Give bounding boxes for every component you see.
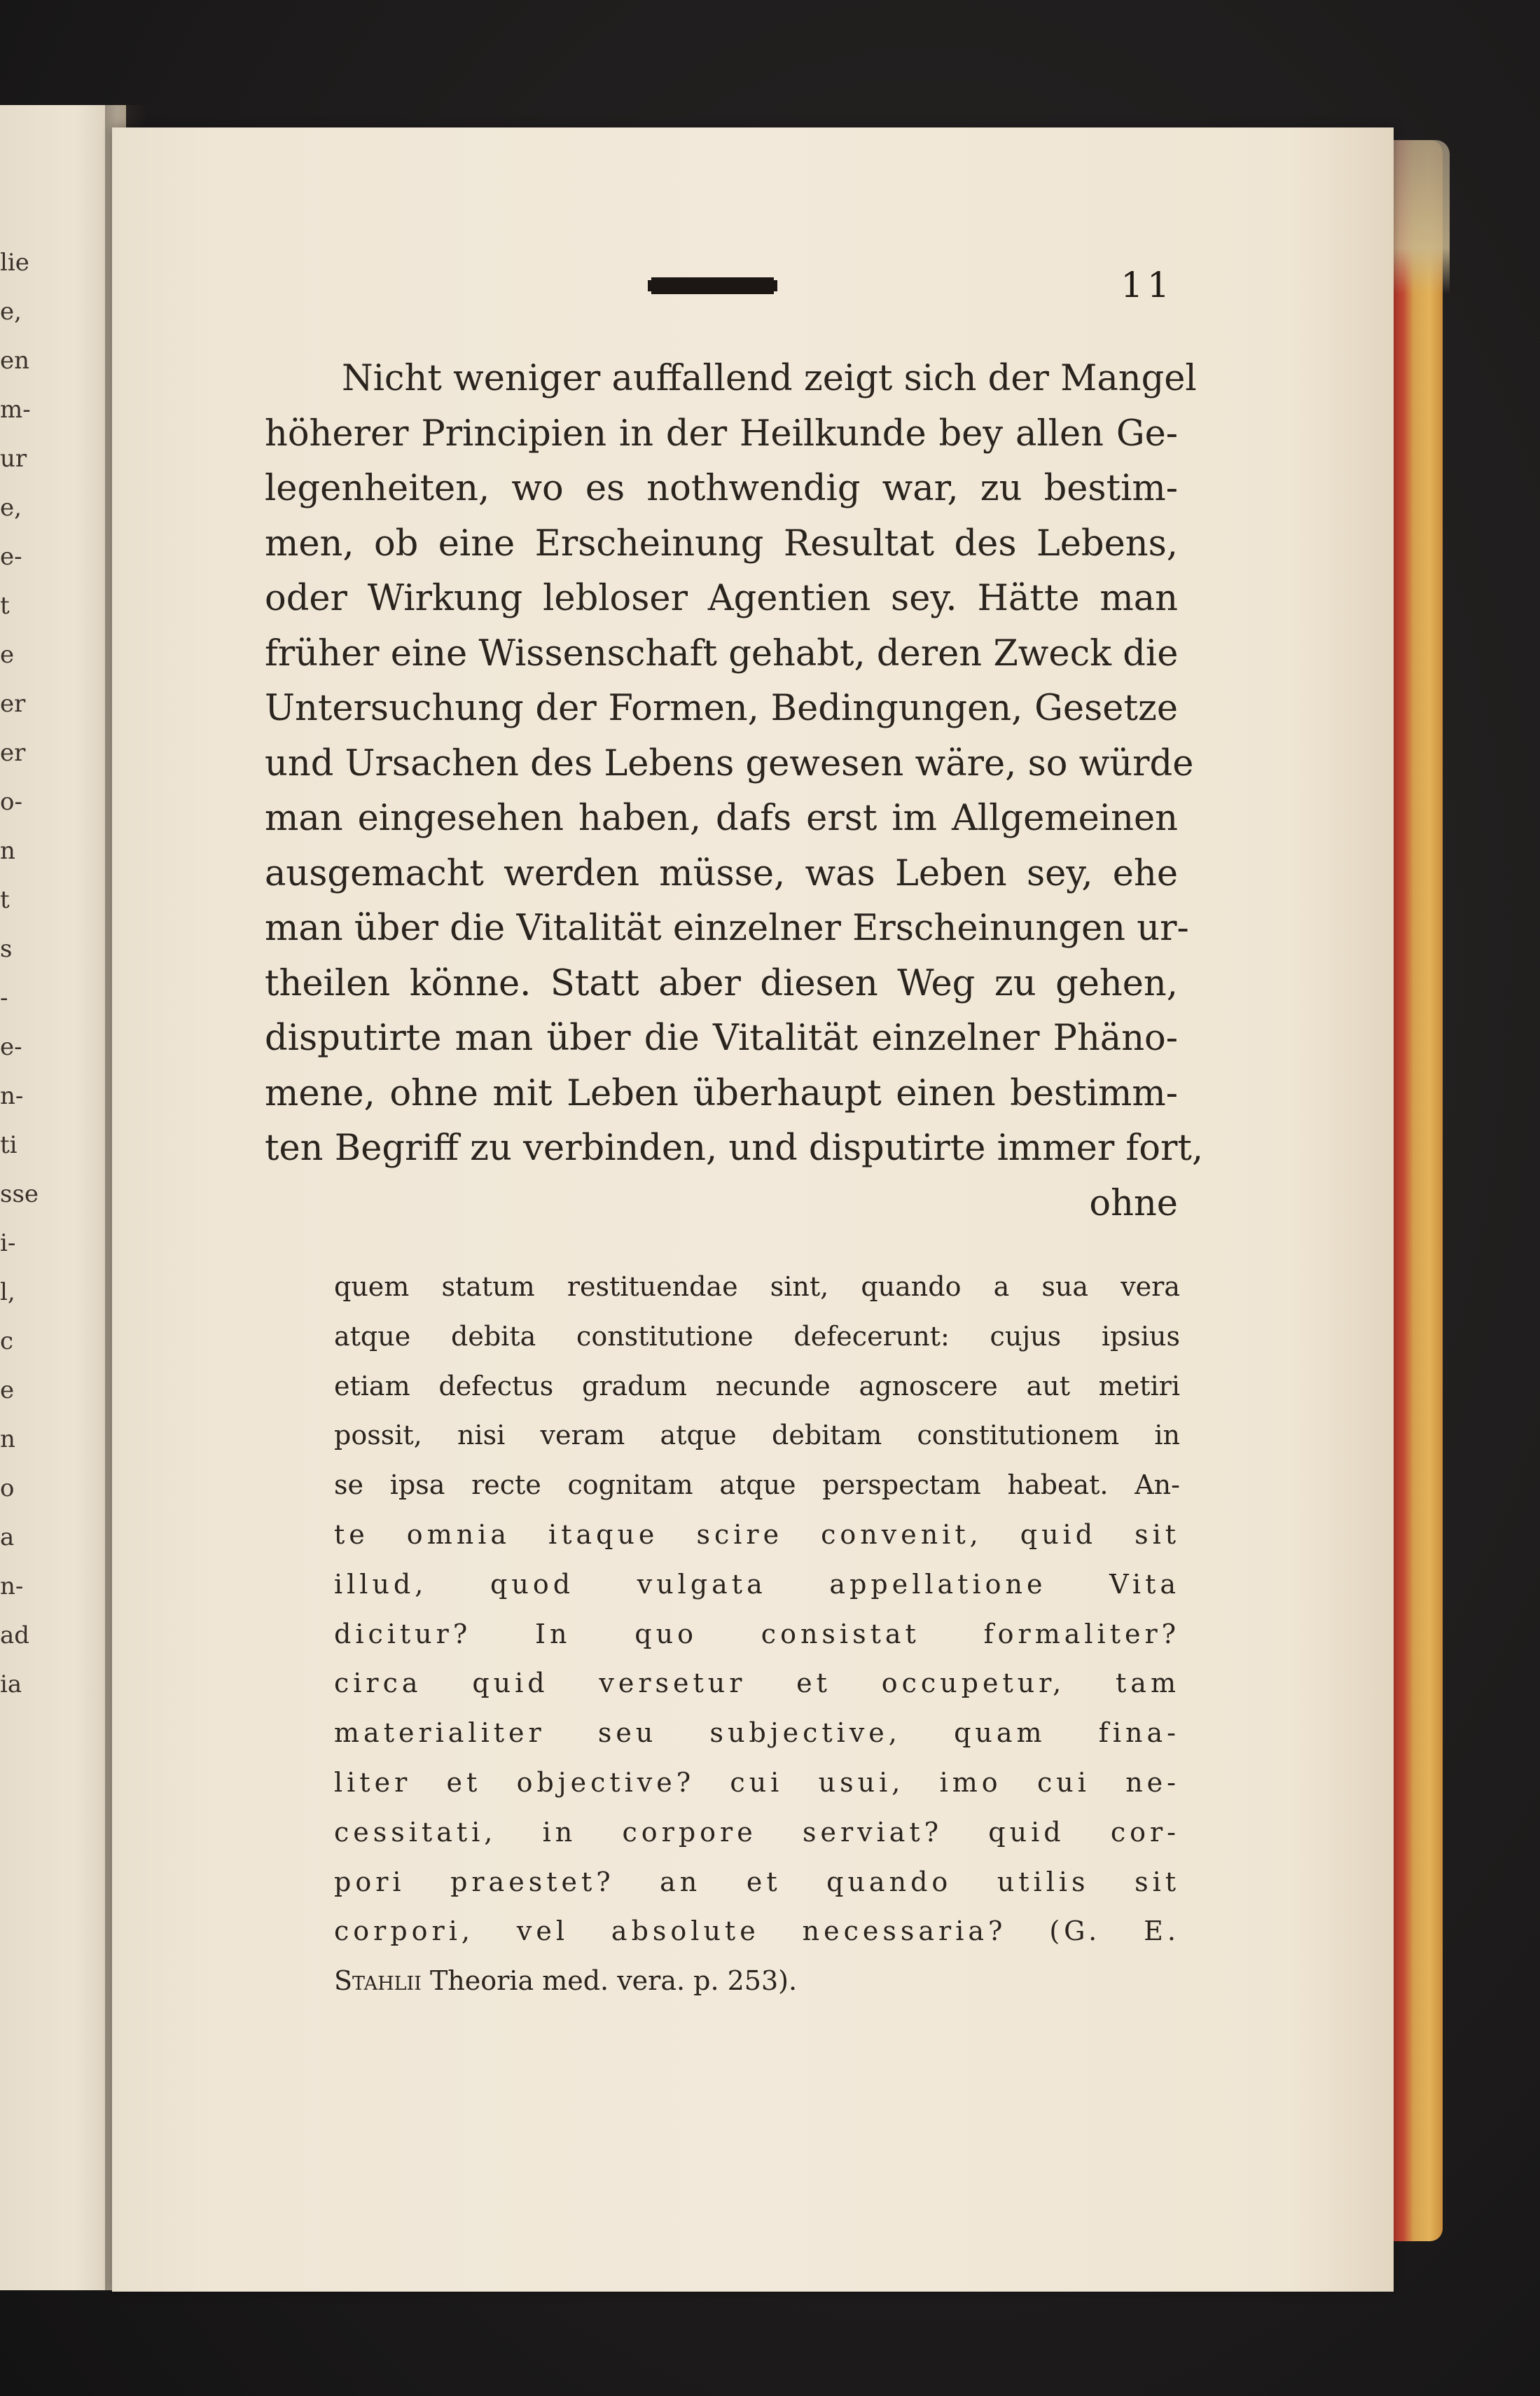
- footnote-line: possit, nisi veram atque debitam constitutionem in: [334, 1420, 1180, 1451]
- left-page-fragment: n-: [0, 1082, 24, 1110]
- footnote-line: cessitati, in corpore serviat? quid cor-: [334, 1816, 1180, 1848]
- left-page-fragment: e-: [0, 543, 22, 571]
- body-line: und Ursachen des Lebens gewesen wäre, so würde: [265, 742, 1194, 784]
- left-page-fragment: m-: [0, 396, 31, 424]
- left-page-fragment: c: [0, 1327, 14, 1355]
- footnote-line: illud, quod vulgata appellatione Vita: [334, 1568, 1180, 1600]
- body-line: oder Wirkung lebloser Agentien sey. Hätte man: [265, 578, 1178, 619]
- footnote-line: dicitur? In quo consistat formaliter?: [334, 1618, 1180, 1649]
- footnote-line: atque debita constitutione defecerunt: cujus ipsius: [334, 1320, 1180, 1352]
- left-page-fragment: ad: [0, 1621, 30, 1649]
- body-line: früher eine Wissenschaft gehabt, deren Zweck die: [265, 632, 1179, 674]
- left-page-fragment: -: [0, 984, 8, 1012]
- left-page-fragment: e: [0, 641, 15, 669]
- footnote-line: quem statum restituendae sint, quando a sua vera: [334, 1271, 1180, 1302]
- footnote-citation: Theoria med. vera. p. 253).: [421, 1965, 798, 1997]
- left-page-fragment: o: [0, 1474, 15, 1502]
- left-page-fragment: i-: [0, 1229, 16, 1257]
- book-cover-corner: [1387, 140, 1450, 294]
- left-page-fragment: en: [0, 347, 30, 375]
- footnote-line: corpori, vel absolute necessaria? (G. E.: [334, 1916, 1180, 1947]
- body-line: höherer Principien in der Heilkunde bey allen Ge-: [265, 413, 1178, 455]
- body-line: disputirte man über die Vitalität einzelner Phäno-: [265, 1018, 1178, 1059]
- left-page-fragment: ia: [0, 1670, 22, 1698]
- footnote-line: etiam defectus gradum necunde agnoscere aut metiri: [334, 1370, 1180, 1401]
- footnote-line: te omnia itaque scire convenit, quid sit: [334, 1518, 1180, 1550]
- header-rule: [648, 280, 777, 291]
- left-page-fragment: n: [0, 1425, 15, 1453]
- left-page-fragment: er: [0, 690, 26, 718]
- left-page-fragment: ur: [0, 445, 27, 473]
- left-page-fragment: t: [0, 592, 10, 620]
- left-page-fragment: s: [0, 935, 13, 963]
- left-page-fragment: e,: [0, 494, 22, 522]
- body-line: men, ob eine Erscheinung Resultat des Lebens,: [265, 522, 1178, 565]
- footnote-line: se ipsa recte cognitam atque perspectam habeat. An-: [334, 1469, 1180, 1501]
- body-line: ten Begriff zu verbinden, und disputirte immer fort,: [265, 1128, 1204, 1169]
- footnote-line: circa quid versetur et occupetur, tam: [334, 1668, 1180, 1699]
- body-line: ausgemacht werden müsse, was Leben sey, ehe: [265, 852, 1178, 894]
- footnote-line: liter et objective? cui usui, imo cui ne-: [334, 1766, 1180, 1798]
- body-line: theilen könne. Statt aber diesen Weg zu gehen,: [265, 962, 1178, 1004]
- left-page-fragment: n-: [0, 1572, 24, 1600]
- page-number: 11: [1121, 265, 1174, 305]
- catchword: ohne: [1089, 1182, 1178, 1224]
- left-page-fragment: e: [0, 1376, 15, 1404]
- footnote-citation-line: [334, 1956, 1180, 2006]
- book-cover-edge: [1390, 140, 1443, 2241]
- left-page-fragment: l,: [0, 1278, 15, 1306]
- body-text: [265, 352, 1204, 1231]
- left-page-fragment: er: [0, 739, 26, 767]
- left-page-fragment: e-: [0, 1033, 22, 1061]
- left-page-fragment: a: [0, 1523, 15, 1551]
- body-line: mene, ohne mit Leben überhaupt einen bestimm-: [265, 1072, 1178, 1114]
- left-page-fragment: lie: [0, 249, 29, 277]
- left-page-fragment: t: [0, 886, 10, 914]
- footnote: [334, 1262, 1180, 2006]
- body-line: legenheiten, wo es nothwendig war, zu bestim-: [265, 468, 1178, 509]
- footnote-author: Stahlii: [334, 1965, 422, 1997]
- body-line: man eingesehen haben, dafs erst im Allgemeinen: [265, 798, 1178, 839]
- body-line: Untersuchung der Formen, Bedingungen, Gesetze: [265, 688, 1178, 729]
- left-page-fragment: o-: [0, 788, 22, 816]
- footnote-line: materialiter seu subjective, quam fina-: [334, 1717, 1180, 1749]
- body-line: man über die Vitalität einzelner Erscheinungen ur-: [265, 908, 1189, 949]
- left-page-fragment: n: [0, 837, 15, 865]
- footnote-line: pori praestet? an et quando utilis sit: [334, 1866, 1180, 1897]
- left-page-fragment: e,: [0, 298, 22, 326]
- left-page-fragment: ti: [0, 1131, 18, 1159]
- left-page-fragment: sse: [0, 1180, 39, 1208]
- body-line: Nicht weniger auffallend zeigt sich der Mangel: [342, 358, 1197, 399]
